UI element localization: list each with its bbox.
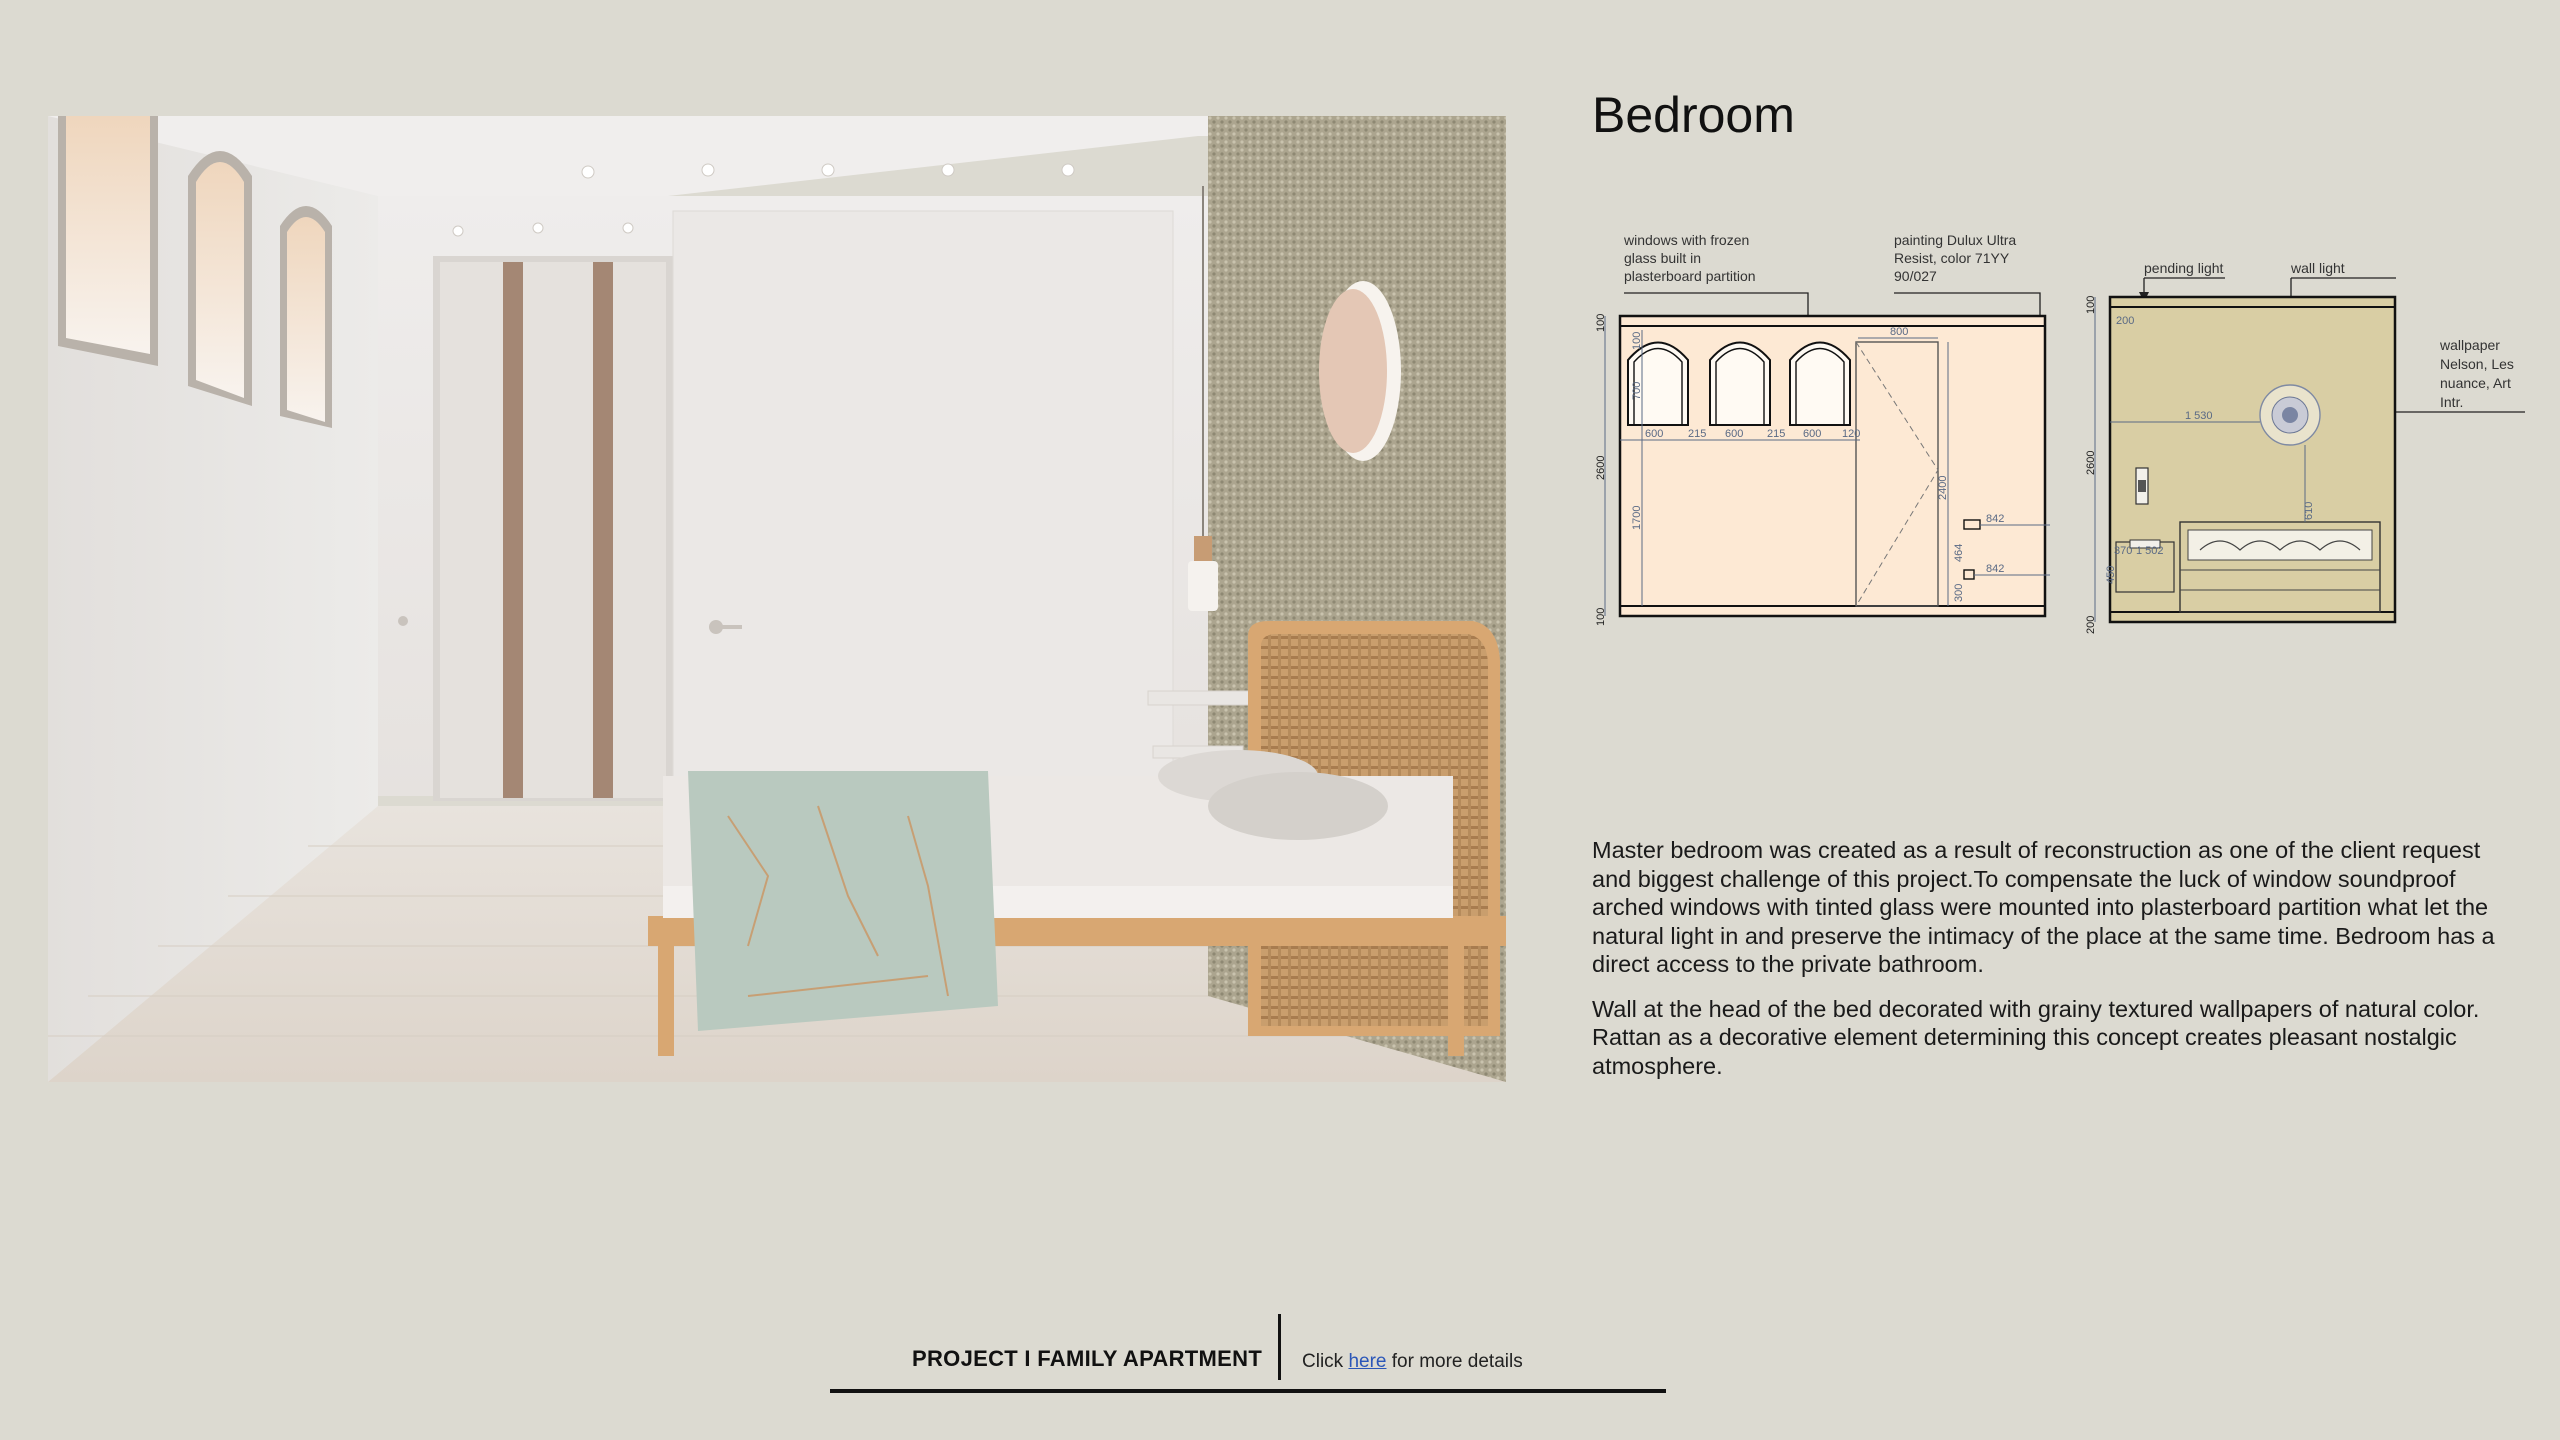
- elevation-drawing-window-wall: [1590, 230, 2070, 650]
- dim-window-width-1: 600: [1645, 428, 1664, 440]
- dim-right-bed-height: 610: [2303, 501, 2315, 520]
- page-title: Bedroom: [1592, 87, 1795, 143]
- project-description: [1592, 836, 2522, 1096]
- throw-blanket: [688, 771, 998, 1031]
- annotation-painting-line-3: 90/027: [1894, 268, 1937, 284]
- annotation-wallpaper-line-3: nuance, Art: [2440, 375, 2511, 391]
- annotation-painting-line-2: Resist, color 71YY: [1894, 250, 2010, 266]
- bed-wall-elevation: [2110, 297, 2395, 622]
- dim-right-table-b: 1 502: [2136, 545, 2164, 557]
- dim-height-total: 2600: [1595, 455, 1607, 480]
- dim-right-top-small: 200: [2116, 315, 2135, 327]
- dim-right-bottom-offset: 200: [2085, 615, 2097, 634]
- annotation-wall-light: wall light: [2291, 260, 2345, 276]
- annotation-windows-line-1: windows with frozen: [1624, 232, 1750, 248]
- dim-door-height: 2400: [1937, 475, 1949, 500]
- description-paragraph-2: Wall at the head of the bed decorated with grainy textured wallpapers of natural color. Rattan as a decorative element determining this concept creates pleasant nostalgic atmosphere.: [1592, 995, 2480, 1079]
- bedroom-render-illustration: [48, 116, 1506, 1082]
- dim-bottom-offset: 100: [1595, 607, 1607, 626]
- annotation-windows-line-2: glass built in: [1624, 250, 1702, 266]
- dim-gap-3: 120: [1842, 428, 1861, 440]
- footer-link-prefix: Click: [1302, 1351, 1349, 1372]
- wall-lamp: [1319, 281, 1401, 461]
- dim-window-width-3: 600: [1803, 428, 1822, 440]
- dim-socket-level: 464: [1953, 543, 1965, 562]
- dim-socket-height-1: 842: [1986, 513, 2005, 525]
- dim-right-height-total: 2600: [2085, 450, 2097, 475]
- annotation-windows-line-3: plasterboard partition: [1624, 268, 1756, 284]
- footer-details-line: [1302, 1351, 1523, 1373]
- dim-right-table-a: 370: [2114, 545, 2133, 557]
- annotation-wallpaper-line-4: Intr.: [2440, 394, 2464, 410]
- dim-right-table-c: 450: [2105, 565, 2117, 584]
- dim-window-height: 700: [1631, 381, 1643, 400]
- description-paragraph-1: Master bedroom was created as a result of reconstruction as one of the client request and biggest challenge of this project.To compensate the luck of window soundproof arched windows with tinted glass were mounted into plasterboard partition what let the natural light in and preserve the intimacy of the place at the same time. Bedroom has a direct access to the private bathroom.: [1592, 837, 2495, 977]
- annotation-painting-line-1: painting Dulux Ultra: [1894, 232, 2017, 248]
- dim-sill-height: 1700: [1631, 505, 1643, 530]
- dim-right-lamp-offset: 1 530: [2185, 410, 2213, 422]
- dim-gap-2: 215: [1767, 428, 1786, 440]
- dim-socket-height-2: 842: [1986, 563, 2005, 575]
- dim-door-width: 800: [1890, 326, 1909, 338]
- annotation-pending-light: pending light: [2144, 260, 2224, 276]
- footer-divider: [1278, 1314, 1281, 1380]
- dim-window-top: 100: [1631, 331, 1643, 350]
- elevation-drawing-bed-wall: [2080, 250, 2530, 650]
- bedroom-render-image: [48, 116, 1506, 1082]
- dim-top-offset: 100: [1595, 313, 1607, 332]
- annotation-wallpaper-line-1: wallpaper: [2440, 337, 2500, 353]
- dim-right-top-offset: 100: [2085, 295, 2097, 314]
- details-link[interactable]: here: [1348, 1351, 1387, 1372]
- dim-window-width-2: 600: [1725, 428, 1744, 440]
- annotation-wallpaper-line-2: Nelson, Les: [2440, 356, 2514, 372]
- footer-project-title: PROJECT I FAMILY APARTMENT: [912, 1346, 1263, 1371]
- dim-gap-1: 215: [1688, 428, 1707, 440]
- footer-link-suffix: for more details: [1386, 1351, 1523, 1372]
- dim-socket-base: 300: [1953, 583, 1965, 602]
- wardrobe: [398, 256, 673, 801]
- footer-rule: [830, 1389, 1666, 1393]
